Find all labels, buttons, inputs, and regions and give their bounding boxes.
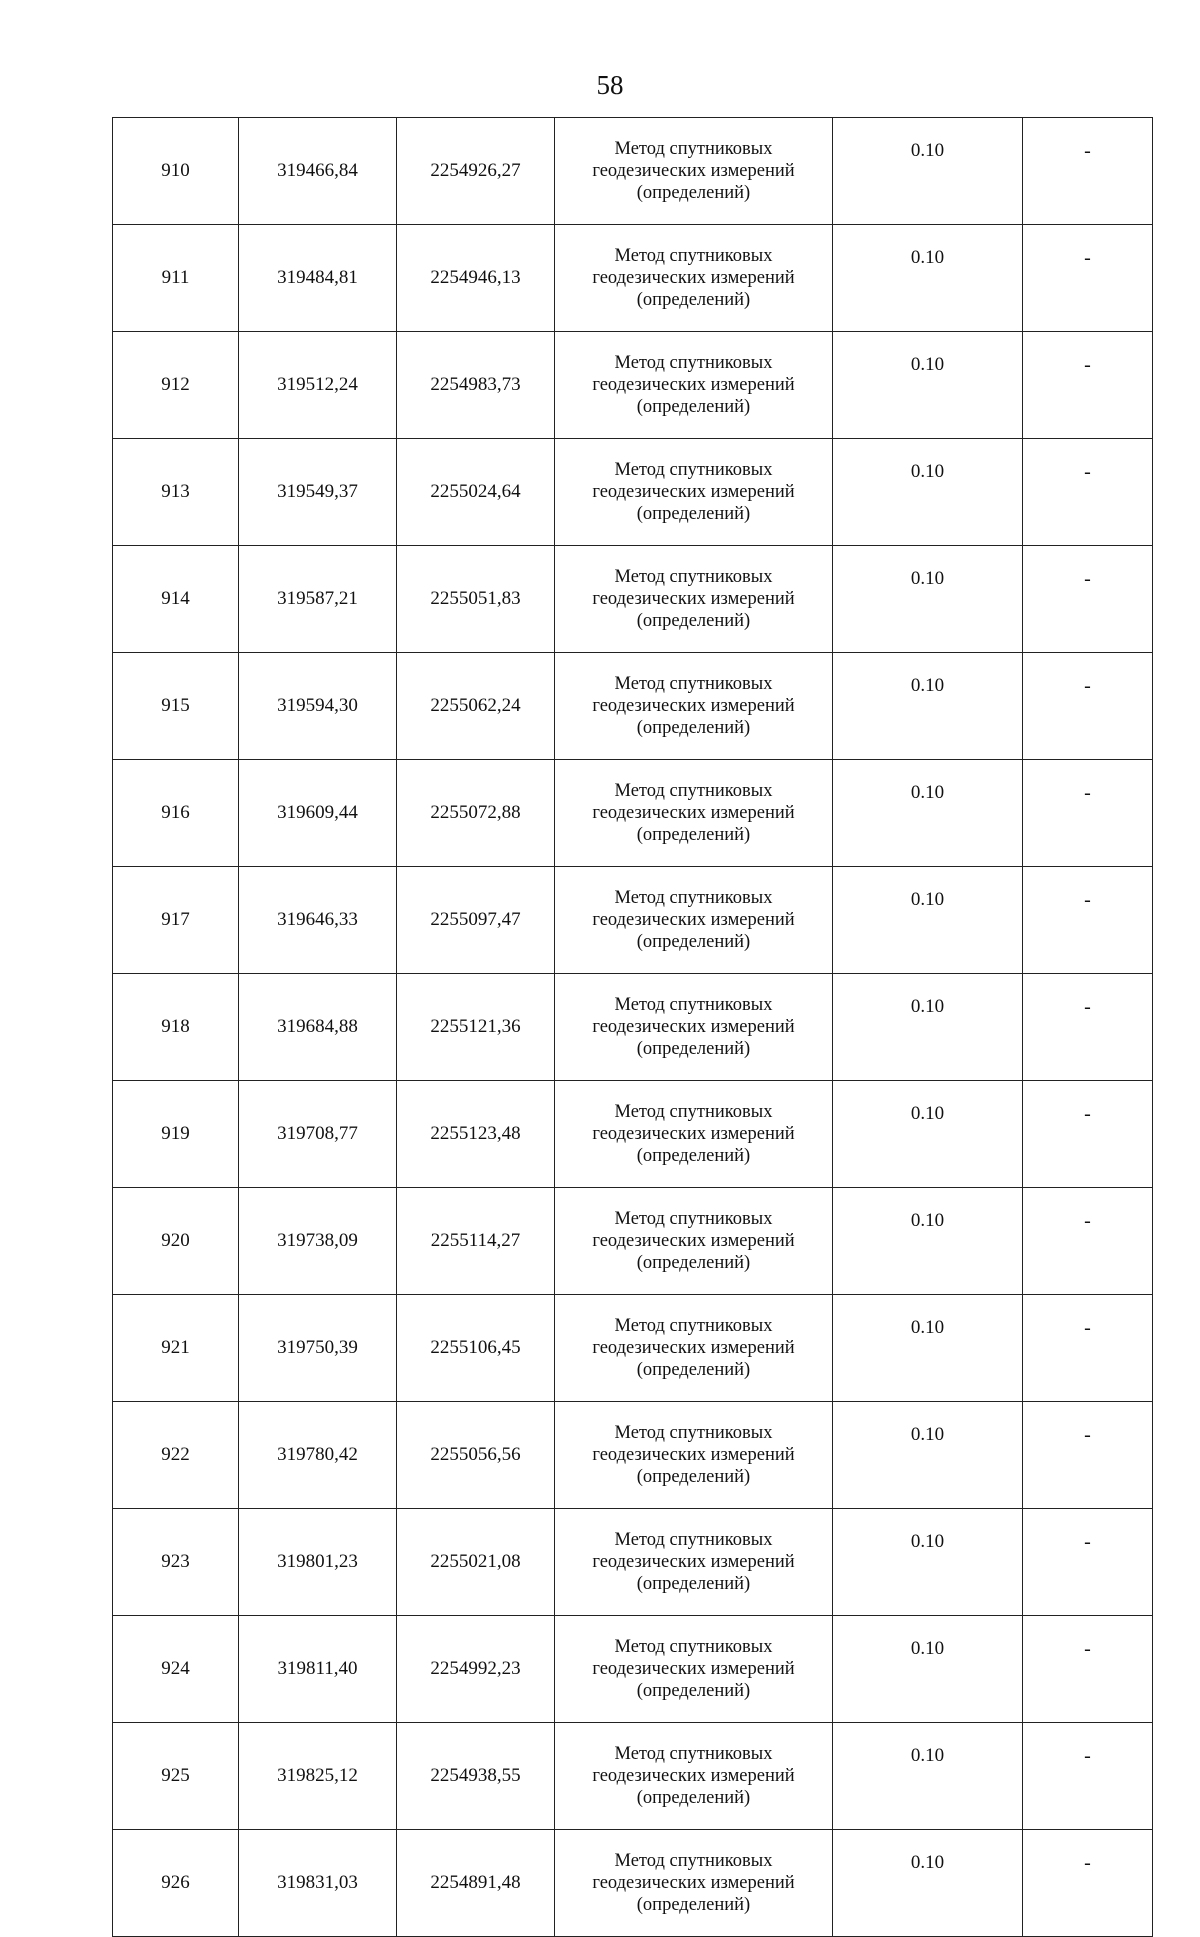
method-line: (определений) bbox=[636, 1146, 751, 1166]
note-cell: - bbox=[1023, 1616, 1153, 1723]
point-number-cell: 911 bbox=[113, 225, 239, 332]
point-number-cell: 914 bbox=[113, 546, 239, 653]
method-line: Метод спутниковых bbox=[614, 1209, 773, 1229]
coordinate-y-cell: 2255021,08 bbox=[397, 1509, 555, 1616]
method-line: Метод спутниковых bbox=[614, 781, 773, 801]
table-row bbox=[113, 867, 1153, 974]
accuracy-cell: 0.10 bbox=[833, 118, 1023, 225]
accuracy-cell: 0.10 bbox=[833, 546, 1023, 653]
table-row bbox=[113, 1402, 1153, 1509]
note-cell: - bbox=[1023, 546, 1153, 653]
point-number-cell: 918 bbox=[113, 974, 239, 1081]
method-cell bbox=[555, 1188, 833, 1295]
method-line: геодезических измерений bbox=[592, 482, 795, 502]
method-cell bbox=[555, 653, 833, 760]
method-cell bbox=[555, 118, 833, 225]
method-line: Метод спутниковых bbox=[614, 1316, 773, 1336]
point-number-cell: 924 bbox=[113, 1616, 239, 1723]
method-line: Метод спутниковых bbox=[614, 1851, 773, 1871]
page-number: 58 bbox=[596, 70, 624, 100]
table-row bbox=[113, 1081, 1153, 1188]
point-number-cell: 926 bbox=[113, 1830, 239, 1937]
accuracy-cell: 0.10 bbox=[833, 1830, 1023, 1937]
method-line: Метод спутниковых bbox=[614, 674, 773, 694]
note-cell: - bbox=[1023, 439, 1153, 546]
coordinate-y-cell: 2255056,56 bbox=[397, 1402, 555, 1509]
coordinate-x-cell: 319609,44 bbox=[239, 760, 397, 867]
accuracy-cell: 0.10 bbox=[833, 867, 1023, 974]
accuracy-cell: 0.10 bbox=[833, 760, 1023, 867]
accuracy-cell: 0.10 bbox=[833, 1081, 1023, 1188]
coordinate-y-cell: 2254926,27 bbox=[397, 118, 555, 225]
point-number-cell: 913 bbox=[113, 439, 239, 546]
note-cell: - bbox=[1023, 1402, 1153, 1509]
method-line: (определений) bbox=[636, 718, 751, 738]
method-line: (определений) bbox=[636, 611, 751, 631]
table-row bbox=[113, 1295, 1153, 1402]
method-line: (определений) bbox=[636, 290, 751, 310]
method-line: (определений) bbox=[636, 1039, 751, 1059]
table-row bbox=[113, 974, 1153, 1081]
note-cell: - bbox=[1023, 653, 1153, 760]
table-row bbox=[113, 439, 1153, 546]
point-number-cell: 920 bbox=[113, 1188, 239, 1295]
coordinates-table bbox=[112, 117, 1153, 1937]
method-cell bbox=[555, 439, 833, 546]
accuracy-cell: 0.10 bbox=[833, 1295, 1023, 1402]
method-line: Метод спутниковых bbox=[614, 1423, 773, 1443]
note-cell: - bbox=[1023, 118, 1153, 225]
table-row bbox=[113, 1830, 1153, 1937]
point-number-cell: 917 bbox=[113, 867, 239, 974]
method-line: геодезических измерений bbox=[592, 375, 795, 395]
coordinate-y-cell: 2254891,48 bbox=[397, 1830, 555, 1937]
coordinate-x-cell: 319594,30 bbox=[239, 653, 397, 760]
point-number-cell: 925 bbox=[113, 1723, 239, 1830]
method-line: (определений) bbox=[636, 504, 751, 524]
method-line: (определений) bbox=[636, 183, 751, 203]
method-line: геодезических измерений bbox=[592, 1338, 795, 1358]
coordinate-x-cell: 319811,40 bbox=[239, 1616, 397, 1723]
method-line: геодезических измерений bbox=[592, 1124, 795, 1144]
note-cell: - bbox=[1023, 1830, 1153, 1937]
point-number-cell: 910 bbox=[113, 118, 239, 225]
method-line: геодезических измерений bbox=[592, 696, 795, 716]
coordinate-y-cell: 2255097,47 bbox=[397, 867, 555, 974]
accuracy-cell: 0.10 bbox=[833, 974, 1023, 1081]
method-line: Метод спутниковых bbox=[614, 995, 773, 1015]
point-number-cell: 912 bbox=[113, 332, 239, 439]
method-line: геодезических измерений bbox=[592, 1017, 795, 1037]
point-number-cell: 919 bbox=[113, 1081, 239, 1188]
method-line: (определений) bbox=[636, 1253, 751, 1273]
note-cell: - bbox=[1023, 1723, 1153, 1830]
method-cell bbox=[555, 225, 833, 332]
method-line: геодезических измерений bbox=[592, 1873, 795, 1893]
note-cell: - bbox=[1023, 332, 1153, 439]
method-line: Метод спутниковых bbox=[614, 888, 773, 908]
method-line: (определений) bbox=[636, 1574, 751, 1594]
coordinate-x-cell: 319684,88 bbox=[239, 974, 397, 1081]
coordinate-x-cell: 319750,39 bbox=[239, 1295, 397, 1402]
coordinate-y-cell: 2255062,24 bbox=[397, 653, 555, 760]
method-line: Метод спутниковых bbox=[614, 139, 773, 159]
coordinate-x-cell: 319512,24 bbox=[239, 332, 397, 439]
table-row bbox=[113, 118, 1153, 225]
coordinate-y-cell: 2254946,13 bbox=[397, 225, 555, 332]
coordinate-y-cell: 2255106,45 bbox=[397, 1295, 555, 1402]
note-cell: - bbox=[1023, 225, 1153, 332]
table-row bbox=[113, 1723, 1153, 1830]
accuracy-cell: 0.10 bbox=[833, 1402, 1023, 1509]
method-line: (определений) bbox=[636, 1895, 751, 1915]
method-line: Метод спутниковых bbox=[614, 1637, 773, 1657]
note-cell: - bbox=[1023, 974, 1153, 1081]
coordinate-y-cell: 2255072,88 bbox=[397, 760, 555, 867]
method-line: геодезических измерений bbox=[592, 1445, 795, 1465]
note-cell: - bbox=[1023, 1295, 1153, 1402]
coordinate-x-cell: 319780,42 bbox=[239, 1402, 397, 1509]
accuracy-cell: 0.10 bbox=[833, 225, 1023, 332]
note-cell: - bbox=[1023, 1509, 1153, 1616]
coordinate-y-cell: 2255114,27 bbox=[397, 1188, 555, 1295]
accuracy-cell: 0.10 bbox=[833, 1616, 1023, 1723]
coordinate-y-cell: 2254938,55 bbox=[397, 1723, 555, 1830]
accuracy-cell: 0.10 bbox=[833, 1509, 1023, 1616]
method-line: (определений) bbox=[636, 1681, 751, 1701]
note-cell: - bbox=[1023, 760, 1153, 867]
method-line: геодезических измерений bbox=[592, 161, 795, 181]
table-row bbox=[113, 1616, 1153, 1723]
method-line: Метод спутниковых bbox=[614, 1744, 773, 1764]
coordinate-x-cell: 319738,09 bbox=[239, 1188, 397, 1295]
coordinate-x-cell: 319825,12 bbox=[239, 1723, 397, 1830]
coordinate-y-cell: 2255024,64 bbox=[397, 439, 555, 546]
note-cell: - bbox=[1023, 1081, 1153, 1188]
method-cell bbox=[555, 546, 833, 653]
method-cell bbox=[555, 1830, 833, 1937]
coordinate-x-cell: 319484,81 bbox=[239, 225, 397, 332]
method-line: геодезических измерений bbox=[592, 268, 795, 288]
method-cell bbox=[555, 332, 833, 439]
method-line: геодезических измерений bbox=[592, 1766, 795, 1786]
coordinate-x-cell: 319587,21 bbox=[239, 546, 397, 653]
method-cell bbox=[555, 974, 833, 1081]
table-row bbox=[113, 332, 1153, 439]
coordinate-x-cell: 319549,37 bbox=[239, 439, 397, 546]
coordinate-y-cell: 2255121,36 bbox=[397, 974, 555, 1081]
accuracy-cell: 0.10 bbox=[833, 332, 1023, 439]
method-line: Метод спутниковых bbox=[614, 353, 773, 373]
accuracy-cell: 0.10 bbox=[833, 1188, 1023, 1295]
method-line: геодезических измерений bbox=[592, 1552, 795, 1572]
table-row bbox=[113, 225, 1153, 332]
method-line: Метод спутниковых bbox=[614, 460, 773, 480]
method-cell bbox=[555, 1509, 833, 1616]
accuracy-cell: 0.10 bbox=[833, 1723, 1023, 1830]
method-line: Метод спутниковых bbox=[614, 567, 773, 587]
point-number-cell: 921 bbox=[113, 1295, 239, 1402]
table-row bbox=[113, 1509, 1153, 1616]
coordinate-y-cell: 2255051,83 bbox=[397, 546, 555, 653]
point-number-cell: 923 bbox=[113, 1509, 239, 1616]
method-cell bbox=[555, 1295, 833, 1402]
coordinate-y-cell: 2254992,23 bbox=[397, 1616, 555, 1723]
table-row bbox=[113, 546, 1153, 653]
table-row bbox=[113, 1188, 1153, 1295]
method-line: геодезических измерений bbox=[592, 910, 795, 930]
coordinate-x-cell: 319646,33 bbox=[239, 867, 397, 974]
point-number-cell: 916 bbox=[113, 760, 239, 867]
method-line: геодезических измерений bbox=[592, 1659, 795, 1679]
note-cell: - bbox=[1023, 1188, 1153, 1295]
accuracy-cell: 0.10 bbox=[833, 439, 1023, 546]
table-row bbox=[113, 653, 1153, 760]
method-line: (определений) bbox=[636, 1360, 751, 1380]
method-cell bbox=[555, 1723, 833, 1830]
coordinate-x-cell: 319831,03 bbox=[239, 1830, 397, 1937]
method-line: геодезических измерений bbox=[592, 1231, 795, 1251]
coordinate-y-cell: 2255123,48 bbox=[397, 1081, 555, 1188]
method-cell bbox=[555, 760, 833, 867]
method-line: геодезических измерений bbox=[592, 589, 795, 609]
method-cell bbox=[555, 867, 833, 974]
method-cell bbox=[555, 1616, 833, 1723]
note-cell: - bbox=[1023, 867, 1153, 974]
accuracy-cell: 0.10 bbox=[833, 653, 1023, 760]
coordinates-table-body bbox=[113, 118, 1153, 1937]
method-line: (определений) bbox=[636, 1788, 751, 1808]
point-number-cell: 915 bbox=[113, 653, 239, 760]
coordinate-x-cell: 319708,77 bbox=[239, 1081, 397, 1188]
method-line: (определений) bbox=[636, 1467, 751, 1487]
method-line: (определений) bbox=[636, 825, 751, 845]
method-line: геодезических измерений bbox=[592, 803, 795, 823]
method-line: Метод спутниковых bbox=[614, 246, 773, 266]
coordinate-y-cell: 2254983,73 bbox=[397, 332, 555, 439]
method-line: Метод спутниковых bbox=[614, 1102, 773, 1122]
coordinate-x-cell: 319801,23 bbox=[239, 1509, 397, 1616]
point-number-cell: 922 bbox=[113, 1402, 239, 1509]
method-cell bbox=[555, 1402, 833, 1509]
method-line: Метод спутниковых bbox=[614, 1530, 773, 1550]
coordinate-x-cell: 319466,84 bbox=[239, 118, 397, 225]
table-row bbox=[113, 760, 1153, 867]
method-cell bbox=[555, 1081, 833, 1188]
method-line: (определений) bbox=[636, 397, 751, 417]
method-line: (определений) bbox=[636, 932, 751, 952]
